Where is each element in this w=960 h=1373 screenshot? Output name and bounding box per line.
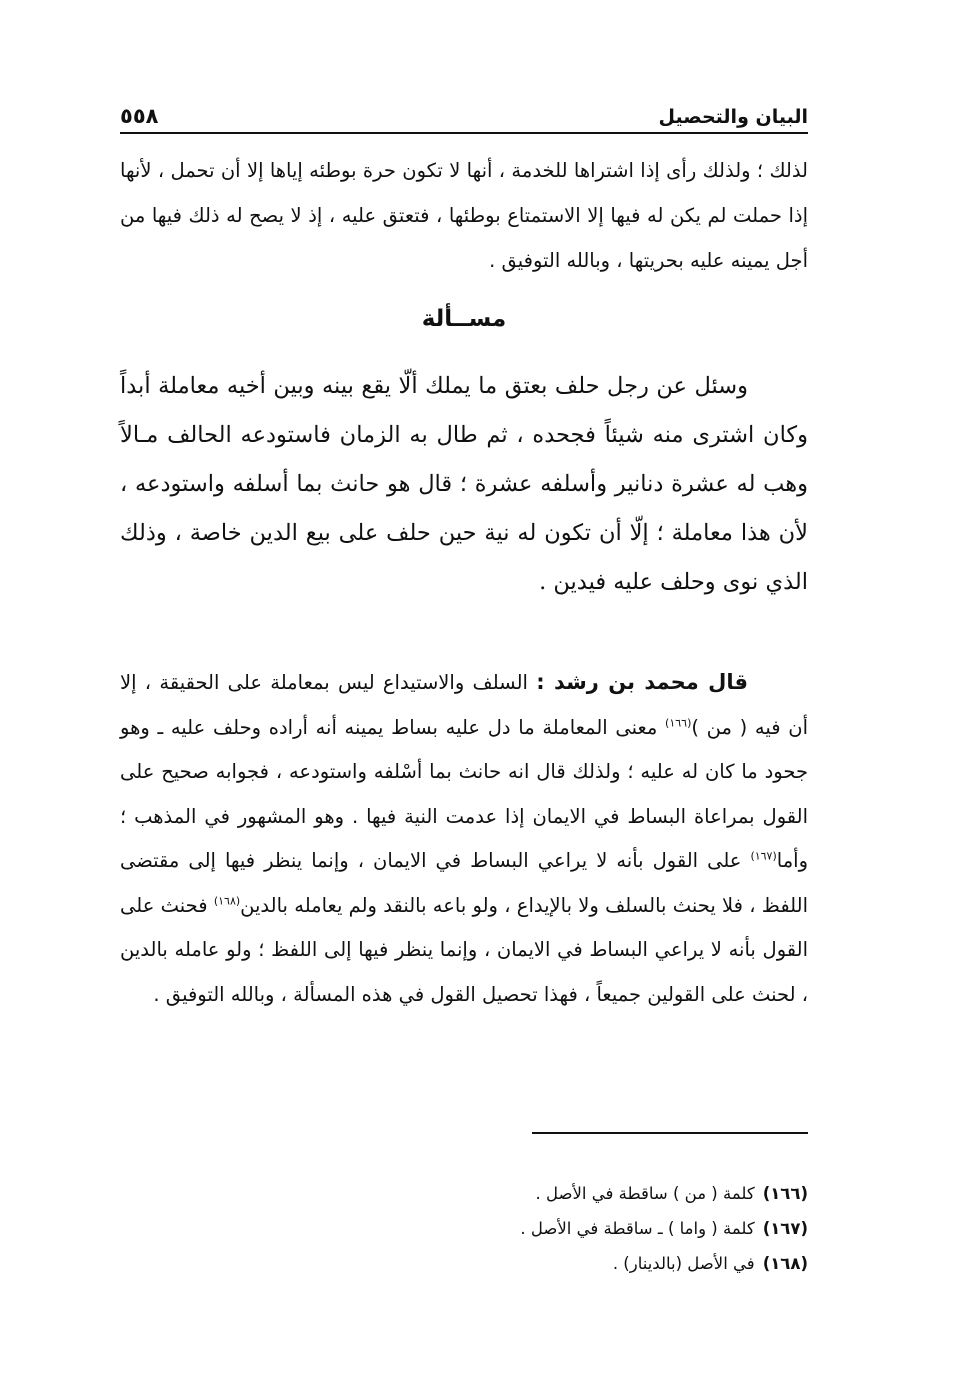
footnote-text: في الأصل (بالدينار) . [612,1254,755,1273]
footnote-number: (١٦٨) [762,1254,808,1273]
footnote-ref-166[interactable]: (١٦٦) [665,716,692,729]
section-heading: مســألة [421,306,507,332]
footnote-item [120,1176,808,1211]
footnote-number: (١٦٦) [762,1184,808,1203]
commentary-text-a: السلف والاستيداع ليس بمعاملة على الحقيقة ، إلا أن فيه ( من ) [120,671,808,739]
commentary-text-c: على القول بأنه لا يراعي البساط في الايمان ، وإنما ينظر فيها إلى مقتضى اللفظ ، فلا يحنث بالسلف ولا بالإيداع ، ولو باعه بالنقد ولم يعامله بالدين [120,849,808,917]
paragraph-continuation: لذلك ؛ ولذلك رأى إذا اشتراها للخدمة ، أنها لا تكون حرة بوطئه إياها إلا أن تحمل ، لأنها إذا حملت لم يكن له فيها إلا الاستمتاع بوطئها ، فتعتق عليه ، إذ لا يصح له ذلك فيها من أجل يمينه عليه بحريتها ، وبالله التوفيق . [120,159,808,272]
footnote-divider [532,1132,808,1134]
footnote-item [120,1211,808,1246]
commentary-text-d: فحنث على القول بأنه لا يراعي البساط في الايمان ، وإنما ينظر فيها إلى اللفظ ؛ ولو عامله بالدين ، لحنث على القولين جميعاً ، فهذا تحصيل القول في هذه المسألة ، وبالله التوفيق . [120,893,808,1006]
footnote-text: كلمة ( من ) ساقطة في الأصل . [535,1184,755,1203]
footnote-number: (١٦٧) [762,1219,808,1238]
footnotes [120,1176,808,1281]
commentary-speaker: قال محمد بن رشد : [536,670,748,694]
commentary-paragraph [120,660,808,1017]
footnote-ref-167[interactable]: (١٦٧) [750,849,777,863]
footnote-ref-168[interactable]: (١٦٨) [213,894,241,907]
question-paragraph: وسئل عن رجل حلف بعتق ما يملك ألّا يقع بينه وبين أخيه معاملة أبداً وكان اشترى منه شيئاً فجحده ، ثم طال به الزمان فاستودعه الحالف مـالاً وهب له عشرة دنانير وأسلفه عشرة ؛ قال هو حانث بما أسلفه واستودعه ، لأن هذا معاملة ؛ إلّا أن تكون له نية حين حلف على بيع الدين خاصة ، وذلك الذي نوى وحلف عليه فيدين . [120,373,808,595]
commentary-text-b: معنى المعاملة ما دل عليه بساط يمينه أنه أراده وحلف عليه ـ وهو جحود ما كان له عليه ؛ ولذلك قال انه حانث بما أسْلفه واستودعه ، فجوابه صحيح على القول بمراعاة البساط في الايمان إذا عدمت النية فيها . وهو المشهور في المذهب ؛ وأما [120,715,808,872]
footnote-item [120,1246,808,1281]
footnote-text: كلمة ( واما ) ـ ساقطة في الأصل . [520,1219,755,1238]
page-header [120,94,808,134]
page-number: ٥٥٨ [120,104,159,128]
running-title: البيان والتحصيل [658,106,808,128]
